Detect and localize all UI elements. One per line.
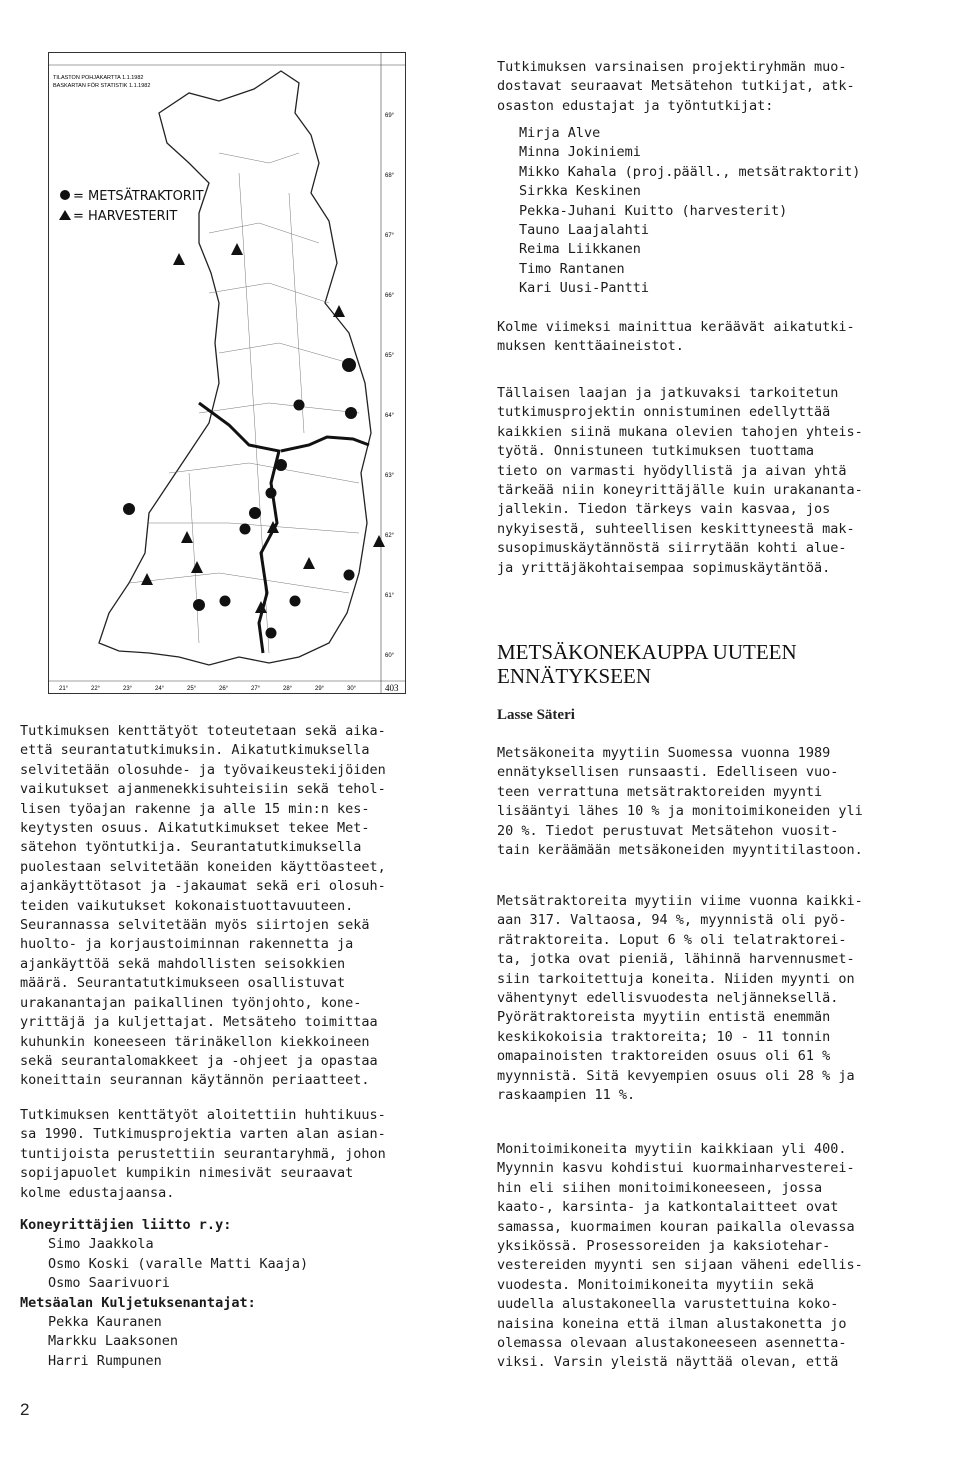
- cooperation-paragraph: [497, 384, 937, 578]
- paragraph-line: Tällaisen laajan ja jatkuvaksi tarkoitetun: [497, 385, 839, 401]
- paragraph-line: teen verrattuna metsätraktoreiden myynti: [497, 783, 823, 800]
- legend-dot-label: = METSÄTRAKTORIT: [73, 189, 204, 204]
- paragraph-line: tärkeää niin koneyrittäjälle kuin urakananta-: [497, 482, 863, 499]
- paragraph-line: tuntijoista perustettiin seurantaryhmä, johon: [20, 1145, 386, 1162]
- region-boundary-line: [199, 403, 279, 653]
- paragraph-line: että seurantatutkimuksin. Aikatutkimuksella: [20, 742, 370, 759]
- group-member: Pekka Kauranen: [48, 1314, 162, 1331]
- paragraph-line: määrä. Seurantatutkimukseen osallistuvat: [20, 975, 346, 992]
- finland-map: [48, 52, 406, 694]
- team-member: Reima Liikkanen: [519, 241, 641, 258]
- paragraph-line: tieto on varmasti hyödyllistä ja aivan yhtä: [497, 462, 847, 479]
- paragraph-line: sätehon työntutkija. Seurantatutkimuksella: [20, 839, 362, 856]
- data-collectors-note: [497, 318, 937, 357]
- paragraph-line: Seurannassa selvitetään myös siirtojen sekä: [20, 917, 370, 934]
- paragraph-line: työtä. Onnistuneen tutkimuksen tuottama: [497, 443, 814, 460]
- paragraph-line: kolme edustajaansa.: [20, 1184, 175, 1201]
- paragraph-line: Monitoimikoneita myytiin kaikkiaan yli 400.: [497, 1141, 847, 1157]
- group-title-clients: Metsäalan Kuljetuksenantajat:: [20, 1294, 256, 1311]
- group-member: Markku Laaksonen: [48, 1333, 179, 1350]
- team-member: Sirkka Keskinen: [519, 183, 641, 200]
- paragraph-line: myynnistä. Sitä kevyempien osuus oli 28 % ja: [497, 1067, 855, 1084]
- paragraph-line: Metsätraktoreita myytiin viime vuonna kaikki-: [497, 893, 863, 909]
- paragraph-line: vaikutukset ajanmenekkisuhteisiin sekä tehol-: [20, 781, 386, 798]
- longitude-label: 24°: [155, 686, 165, 692]
- longitude-label: 25°: [187, 686, 197, 692]
- steering-group-paragraph: [20, 1106, 460, 1203]
- longitude-label: 21°: [59, 686, 69, 692]
- team-member: Mikko Kahala (proj.pääll., metsätraktorit): [519, 163, 861, 180]
- intro-line: dostavat seuraavat Metsätehon tutkijat, atk-: [497, 78, 855, 95]
- project-team-intro: [497, 58, 937, 116]
- paragraph-line: kuhunkin koneeseen tärinäkellon kiekkoineen: [20, 1033, 370, 1050]
- longitude-label: 23°: [123, 686, 133, 692]
- paragraph-line: raskaampien 11 %.: [497, 1087, 636, 1104]
- paragraph-line: ta, jotka ovat pieniä, lähinnä harvennusmet-: [497, 951, 855, 968]
- paragraph-line: 20 %. Tiedot perustuvat Metsätehon vuosit-: [497, 822, 839, 839]
- longitude-label: 28°: [283, 686, 293, 692]
- article-paragraph-2: [497, 892, 937, 1105]
- paragraph-line: vähentynyt edellisvuodesta neljänneksellä.: [497, 990, 839, 1007]
- paragraph-line: kaato-, karsinta- ja katkontalaitteet ovat: [497, 1199, 839, 1216]
- paragraph-line: lisääntyi lähes 10 % ja monitoimikoneiden yli: [497, 803, 863, 820]
- paragraph-line: lisen työajan rakenne ja alle 15 min:n kes-: [20, 800, 370, 817]
- group-title-contractors: Koneyrittäjien liitto r.y:: [20, 1217, 232, 1233]
- paragraph-line: sa 1990. Tutkimusprojektia varten alan asian-: [20, 1126, 386, 1143]
- paragraph-line: yksikössä. Prosessoreiden ja kaksiotehar-: [497, 1238, 831, 1255]
- paragraph-line: koneittain seurannan käytännön periaatteet.: [20, 1072, 370, 1089]
- map-corner-number: 403: [385, 683, 399, 693]
- paragraph-line: olemassa olevaan alustakoneeseen asennetta-: [497, 1335, 847, 1352]
- paragraph-line: Myynnin kasvu kohdistui kuormainharvesterei-: [497, 1160, 855, 1177]
- paragraph-line: teiden vaikutukset kokonaistuottavuuteen.: [20, 897, 354, 914]
- legend-dot-icon: [60, 190, 70, 200]
- article-author: Lasse Säteri: [497, 707, 575, 723]
- team-member: Timo Rantanen: [519, 260, 625, 277]
- paragraph-line: tain keräämään metsäkoneiden myyntitilastoon.: [497, 842, 863, 859]
- longitude-label: 30°: [347, 686, 357, 692]
- paragraph-line: jallekin. Tiedon tärkeys vain kasvaa, jos: [497, 501, 831, 518]
- note-line: muksen kenttäaineistot.: [497, 338, 684, 355]
- paragraph-line: siin tarkoitettuja koneita. Niiden myynti on: [497, 970, 855, 987]
- paragraph-line: selvitetään olosuhde- ja työvaikeustekijöiden: [20, 761, 386, 778]
- paragraph-line: keytysten osuus. Aikatutkimukset tekee Met-: [20, 820, 370, 837]
- latitude-label: 60°: [385, 653, 395, 659]
- paragraph-line: urakanantajan paikallinen työnjohto, kone-: [20, 994, 362, 1011]
- team-member: Kari Uusi-Pantti: [519, 280, 650, 297]
- paragraph-line: susopimuskäytännöstä siirrytään kohti alue-: [497, 540, 847, 557]
- representatives-list: [20, 1216, 460, 1371]
- legend-triangle-icon: [59, 210, 71, 220]
- latitude-label: 61°: [385, 593, 395, 599]
- article-paragraph-3: [497, 1140, 937, 1373]
- map-drawing: [49, 53, 405, 693]
- latitude-label: 65°: [385, 353, 395, 359]
- article-headline: [497, 640, 917, 688]
- team-member: Mirja Alve: [519, 125, 601, 141]
- longitude-label: 27°: [251, 686, 261, 692]
- paragraph-line: yrittäjä ja kuljettajat. Metsäteho toimittaa: [20, 1014, 378, 1031]
- map-header-2: BASKARTAN FÖR STATISTIK 1.1.1982: [53, 83, 151, 89]
- paragraph-line: vuodesta. Monitoimikoneita myytiin sekä: [497, 1276, 814, 1293]
- paragraph-line: Tutkimuksen kenttätyöt toteutetaan sekä aika-: [20, 723, 386, 739]
- region-boundary-line-east: [281, 437, 369, 451]
- paragraph-line: naisina koneina että ilman alustakonetta jo: [497, 1315, 847, 1332]
- paragraph-line: Pyörätraktoreista myytiin entistä enemmän: [497, 1009, 831, 1026]
- fieldwork-paragraph: [20, 722, 460, 1091]
- paragraph-line: huolto- ja korjaustoiminnan rakennetta ja: [20, 936, 354, 953]
- longitude-label: 29°: [315, 686, 325, 692]
- intro-line: osaston edustajat ja työntutkijat:: [497, 97, 774, 114]
- headline-line-2: ENNÄTYKSEEN: [497, 664, 651, 688]
- group-member: Osmo Saarivuori: [48, 1275, 170, 1292]
- legend-triangle-label: = HARVESTERIT: [73, 209, 178, 224]
- latitude-label: 64°: [385, 413, 395, 419]
- paragraph-line: Tutkimuksen kenttätyöt aloitettiin huhtikuus-: [20, 1107, 386, 1123]
- latitude-label: 63°: [385, 473, 395, 479]
- project-team-names: [519, 124, 939, 299]
- paragraph-line: sekä seurantalomakkeet ja -ohjeet ja opastaa: [20, 1052, 378, 1069]
- paragraph-line: puolestaan selvitetään koneiden käyttöasteet,: [20, 858, 386, 875]
- paragraph-line: aan 317. Valtaosa, 94 %, myynnistä oli pyö-: [497, 912, 847, 929]
- intro-line: Tutkimuksen varsinaisen projektiryhmän muo-: [497, 59, 847, 75]
- paragraph-line: samassa, kuormaimen kouran paikalla olevassa: [497, 1218, 855, 1235]
- page-number: 2: [20, 1400, 30, 1419]
- paragraph-line: kaikkien siinä mukana olevien tahojen yhteis-: [497, 423, 863, 440]
- map-header-1: TILASTON POHJAKARTTA 1.1.1982: [53, 75, 144, 81]
- paragraph-line: uudella alustakoneella varustettuina koko-: [497, 1296, 839, 1313]
- paragraph-line: sopijapuolet kumpikin nimesivät seuraavat: [20, 1165, 354, 1182]
- headline-line-1: METSÄKONEKAUPPA UUTEEN: [497, 640, 797, 664]
- paragraph-line: ja yrittäjäkohtaisempaa sopimuskäytäntöä.: [497, 559, 831, 576]
- paragraph-line: ajankäyttötasot ja -jakaumat sekä eri olosuh-: [20, 878, 386, 895]
- paragraph-line: viksi. Varsin yleistä näyttää olevan, että: [497, 1354, 839, 1371]
- paragraph-line: tutkimusprojektin onnistuminen edellyttää: [497, 404, 831, 421]
- paragraph-line: nykyisestä, suhteellisen keskittyneestä mak-: [497, 520, 855, 537]
- paragraph-line: vestereiden myynti sen sijaan väheni edellis-: [497, 1257, 863, 1274]
- longitude-label: 26°: [219, 686, 229, 692]
- latitude-label: 69°: [385, 113, 395, 119]
- country-outline: [99, 71, 371, 665]
- paragraph-line: keskikokoisia traktoreita; 10 - 11 tonnin: [497, 1028, 831, 1045]
- note-line: Kolme viimeksi mainittua keräävät aikatutki-: [497, 319, 855, 335]
- team-member: Tauno Laajalahti: [519, 222, 650, 239]
- group-member: Osmo Koski (varalle Matti Kaaja): [48, 1255, 309, 1272]
- latitude-label: 67°: [385, 233, 395, 239]
- municipal-borders: [129, 153, 359, 653]
- team-member: Minna Jokiniemi: [519, 144, 641, 161]
- paragraph-line: omapainoisten traktoreiden osuus oli 61 %: [497, 1048, 831, 1065]
- group-member: Simo Jaakkola: [48, 1236, 154, 1253]
- group-member: Harri Rumpunen: [48, 1352, 162, 1369]
- paragraph-line: rätraktoreita. Loput 6 % oli telatraktorei-: [497, 931, 847, 948]
- paragraph-line: hin eli siihen monitoimikoneeseen, jossa: [497, 1179, 823, 1196]
- paragraph-line: ajankäyttöä sekä mahdollisten seisokkien: [20, 955, 346, 972]
- latitude-label: 68°: [385, 173, 395, 179]
- latitude-label: 62°: [385, 533, 395, 539]
- team-member: Pekka-Juhani Kuitto (harvesterit): [519, 202, 788, 219]
- latitude-label: 66°: [385, 293, 395, 299]
- paragraph-line: ennätyksellisen runsaasti. Edelliseen vuo-: [497, 764, 839, 781]
- paragraph-line: Metsäkoneita myytiin Suomessa vuonna 1989: [497, 745, 831, 761]
- article-paragraph-1: [497, 744, 937, 860]
- longitude-label: 22°: [91, 686, 101, 692]
